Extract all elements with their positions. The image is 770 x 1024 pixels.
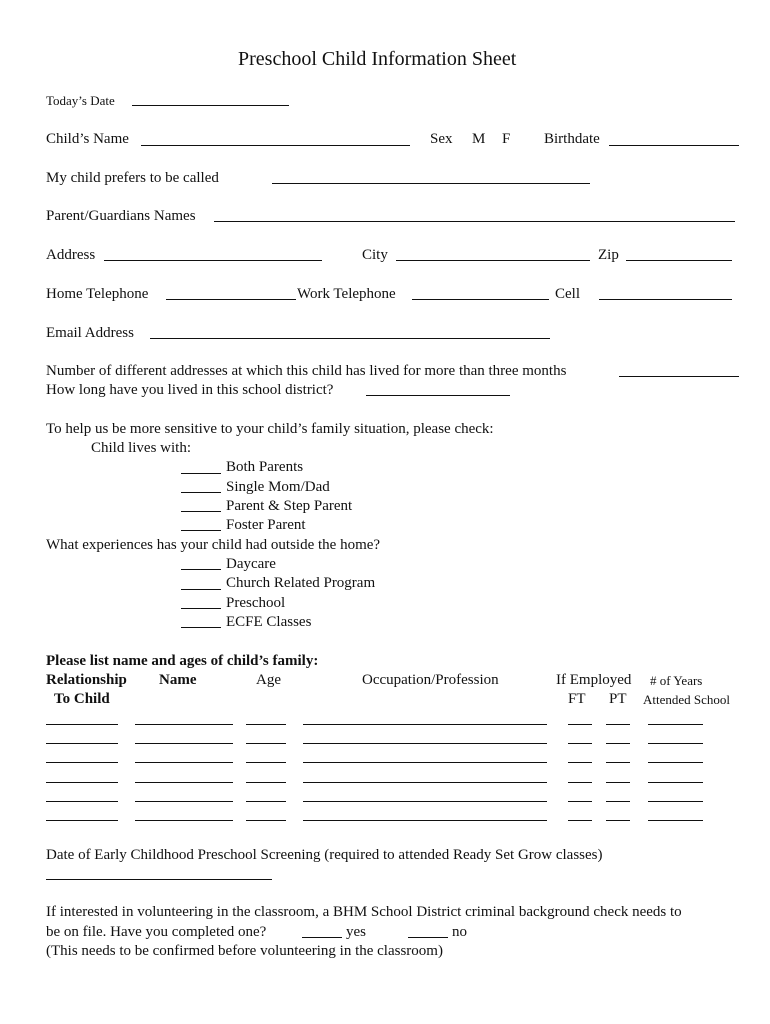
cell-label: Cell bbox=[555, 286, 580, 302]
prefers-called-field[interactable] bbox=[272, 183, 590, 184]
sex-m-option[interactable]: M bbox=[472, 131, 486, 147]
childs-name-label: Child’s Name bbox=[46, 131, 129, 147]
volunteer-line3: (This needs to be confirmed before volunteering in the classroom) bbox=[46, 943, 443, 959]
col-years: # of Years bbox=[650, 673, 703, 688]
family-row-2-years-field[interactable] bbox=[648, 743, 703, 744]
volunteer-line2: be on file. Have you completed one? bbox=[46, 924, 267, 940]
family-row-5-ft-field[interactable] bbox=[568, 801, 592, 802]
birthdate-field[interactable] bbox=[609, 145, 739, 146]
family-row-5-pt-field[interactable] bbox=[606, 801, 630, 802]
family-row-5-relationship-field[interactable] bbox=[46, 801, 118, 802]
single-parent-label: Single Mom/Dad bbox=[226, 479, 330, 495]
parent-names-label: Parent/Guardians Names bbox=[46, 208, 196, 224]
family-row-2-relationship-field[interactable] bbox=[46, 743, 118, 744]
col-if-employed: If Employed bbox=[556, 672, 632, 688]
family-row-5-age-field[interactable] bbox=[246, 801, 286, 802]
single-parent-checkbox[interactable] bbox=[181, 492, 221, 493]
lives-with-label: Child lives with: bbox=[91, 440, 192, 456]
family-row-4-age-field[interactable] bbox=[246, 782, 286, 783]
family-row-4-occupation-field[interactable] bbox=[303, 782, 547, 783]
address-field[interactable] bbox=[104, 260, 322, 261]
daycare-label: Daycare bbox=[226, 556, 276, 572]
email-field[interactable] bbox=[150, 338, 550, 339]
cell-field[interactable] bbox=[599, 299, 732, 300]
family-row-6-pt-field[interactable] bbox=[606, 820, 630, 821]
foster-parent-label: Foster Parent bbox=[226, 517, 306, 533]
todays-date-label: Today’s Date bbox=[46, 93, 115, 108]
page-title: Preschool Child Information Sheet bbox=[238, 48, 517, 70]
family-row-2-occupation-field[interactable] bbox=[303, 743, 547, 744]
city-label: City bbox=[362, 247, 388, 263]
col-years-2: Attended School bbox=[643, 692, 731, 707]
todays-date-field[interactable] bbox=[132, 105, 289, 106]
family-row-6-years-field[interactable] bbox=[648, 820, 703, 821]
address-label: Address bbox=[46, 247, 96, 263]
family-row-3-pt-field[interactable] bbox=[606, 762, 630, 763]
daycare-checkbox[interactable] bbox=[181, 569, 221, 570]
family-row-1-pt-field[interactable] bbox=[606, 724, 630, 725]
experiences-question: What experiences has your child had outside the home? bbox=[46, 537, 381, 553]
family-row-6-age-field[interactable] bbox=[246, 820, 286, 821]
family-row-6-ft-field[interactable] bbox=[568, 820, 592, 821]
family-row-4-years-field[interactable] bbox=[648, 782, 703, 783]
family-row-6-relationship-field[interactable] bbox=[46, 820, 118, 821]
zip-label: Zip bbox=[598, 247, 619, 263]
both-parents-label: Both Parents bbox=[226, 459, 304, 475]
family-row-4-pt-field[interactable] bbox=[606, 782, 630, 783]
family-row-6-name-field[interactable] bbox=[135, 820, 233, 821]
col-name: Name bbox=[159, 672, 197, 688]
work-tel-label: Work Telephone bbox=[297, 286, 396, 302]
prefers-called-label: My child prefers to be called bbox=[46, 170, 219, 186]
screening-date-field[interactable] bbox=[46, 879, 272, 880]
birthdate-label: Birthdate bbox=[544, 131, 600, 147]
family-row-4-ft-field[interactable] bbox=[568, 782, 592, 783]
childs-name-field[interactable] bbox=[141, 145, 410, 146]
family-row-2-age-field[interactable] bbox=[246, 743, 286, 744]
church-program-checkbox[interactable] bbox=[181, 589, 221, 590]
volunteer-no-label: no bbox=[452, 924, 467, 940]
family-row-3-occupation-field[interactable] bbox=[303, 762, 547, 763]
family-row-3-name-field[interactable] bbox=[135, 762, 233, 763]
col-pt: PT bbox=[609, 691, 627, 707]
num-addresses-label: Number of different addresses at which this child has lived for more than three months bbox=[46, 363, 567, 379]
city-field[interactable] bbox=[396, 260, 590, 261]
ecfe-label: ECFE Classes bbox=[226, 614, 312, 630]
preschool-checkbox[interactable] bbox=[181, 608, 221, 609]
family-row-4-relationship-field[interactable] bbox=[46, 782, 118, 783]
family-row-2-pt-field[interactable] bbox=[606, 743, 630, 744]
parent-names-field[interactable] bbox=[214, 221, 735, 222]
family-row-1-name-field[interactable] bbox=[135, 724, 233, 725]
zip-field[interactable] bbox=[626, 260, 732, 261]
col-age: Age bbox=[256, 672, 281, 688]
family-row-1-relationship-field[interactable] bbox=[46, 724, 118, 725]
family-row-4-name-field[interactable] bbox=[135, 782, 233, 783]
home-tel-field[interactable] bbox=[166, 299, 296, 300]
col-relationship-2: To Child bbox=[54, 691, 110, 707]
volunteer-no-checkbox[interactable] bbox=[408, 937, 448, 938]
how-long-field[interactable] bbox=[366, 395, 510, 396]
family-row-3-relationship-field[interactable] bbox=[46, 762, 118, 763]
family-row-3-years-field[interactable] bbox=[648, 762, 703, 763]
work-tel-field[interactable] bbox=[412, 299, 549, 300]
col-ft: FT bbox=[568, 691, 586, 707]
volunteer-yes-checkbox[interactable] bbox=[302, 937, 342, 938]
sex-label: Sex bbox=[430, 131, 453, 147]
num-addresses-field[interactable] bbox=[619, 376, 739, 377]
family-row-3-age-field[interactable] bbox=[246, 762, 286, 763]
volunteer-line1: If interested in volunteering in the classroom, a BHM School District criminal background check needs to bbox=[46, 904, 682, 920]
family-row-5-years-field[interactable] bbox=[648, 801, 703, 802]
family-row-1-occupation-field[interactable] bbox=[303, 724, 547, 725]
family-row-2-name-field[interactable] bbox=[135, 743, 233, 744]
volunteer-yes-label: yes bbox=[346, 924, 366, 940]
ecfe-checkbox[interactable] bbox=[181, 627, 221, 628]
family-row-1-years-field[interactable] bbox=[648, 724, 703, 725]
foster-parent-checkbox[interactable] bbox=[181, 530, 221, 531]
email-label: Email Address bbox=[46, 325, 134, 341]
family-row-1-age-field[interactable] bbox=[246, 724, 286, 725]
screening-label: Date of Early Childhood Preschool Screening (required to attended Ready Set Grow classes) bbox=[46, 847, 603, 863]
family-situation-intro: To help us be more sensitive to your child’s family situation, please check: bbox=[46, 421, 494, 437]
col-occupation: Occupation/Profession bbox=[362, 672, 499, 688]
family-table-heading: Please list name and ages of child’s family: bbox=[46, 653, 319, 669]
home-tel-label: Home Telephone bbox=[46, 286, 149, 302]
how-long-label: How long have you lived in this school district? bbox=[46, 382, 334, 398]
sex-f-option[interactable]: F bbox=[502, 131, 511, 147]
step-parent-label: Parent & Step Parent bbox=[226, 498, 353, 514]
both-parents-checkbox[interactable] bbox=[181, 473, 221, 474]
family-row-5-name-field[interactable] bbox=[135, 801, 233, 802]
step-parent-checkbox[interactable] bbox=[181, 511, 221, 512]
family-row-6-occupation-field[interactable] bbox=[303, 820, 547, 821]
family-row-3-ft-field[interactable] bbox=[568, 762, 592, 763]
col-relationship: Relationship bbox=[46, 672, 127, 688]
preschool-label: Preschool bbox=[226, 595, 286, 611]
church-program-label: Church Related Program bbox=[226, 575, 376, 591]
family-row-5-occupation-field[interactable] bbox=[303, 801, 547, 802]
family-row-1-ft-field[interactable] bbox=[568, 724, 592, 725]
family-row-2-ft-field[interactable] bbox=[568, 743, 592, 744]
